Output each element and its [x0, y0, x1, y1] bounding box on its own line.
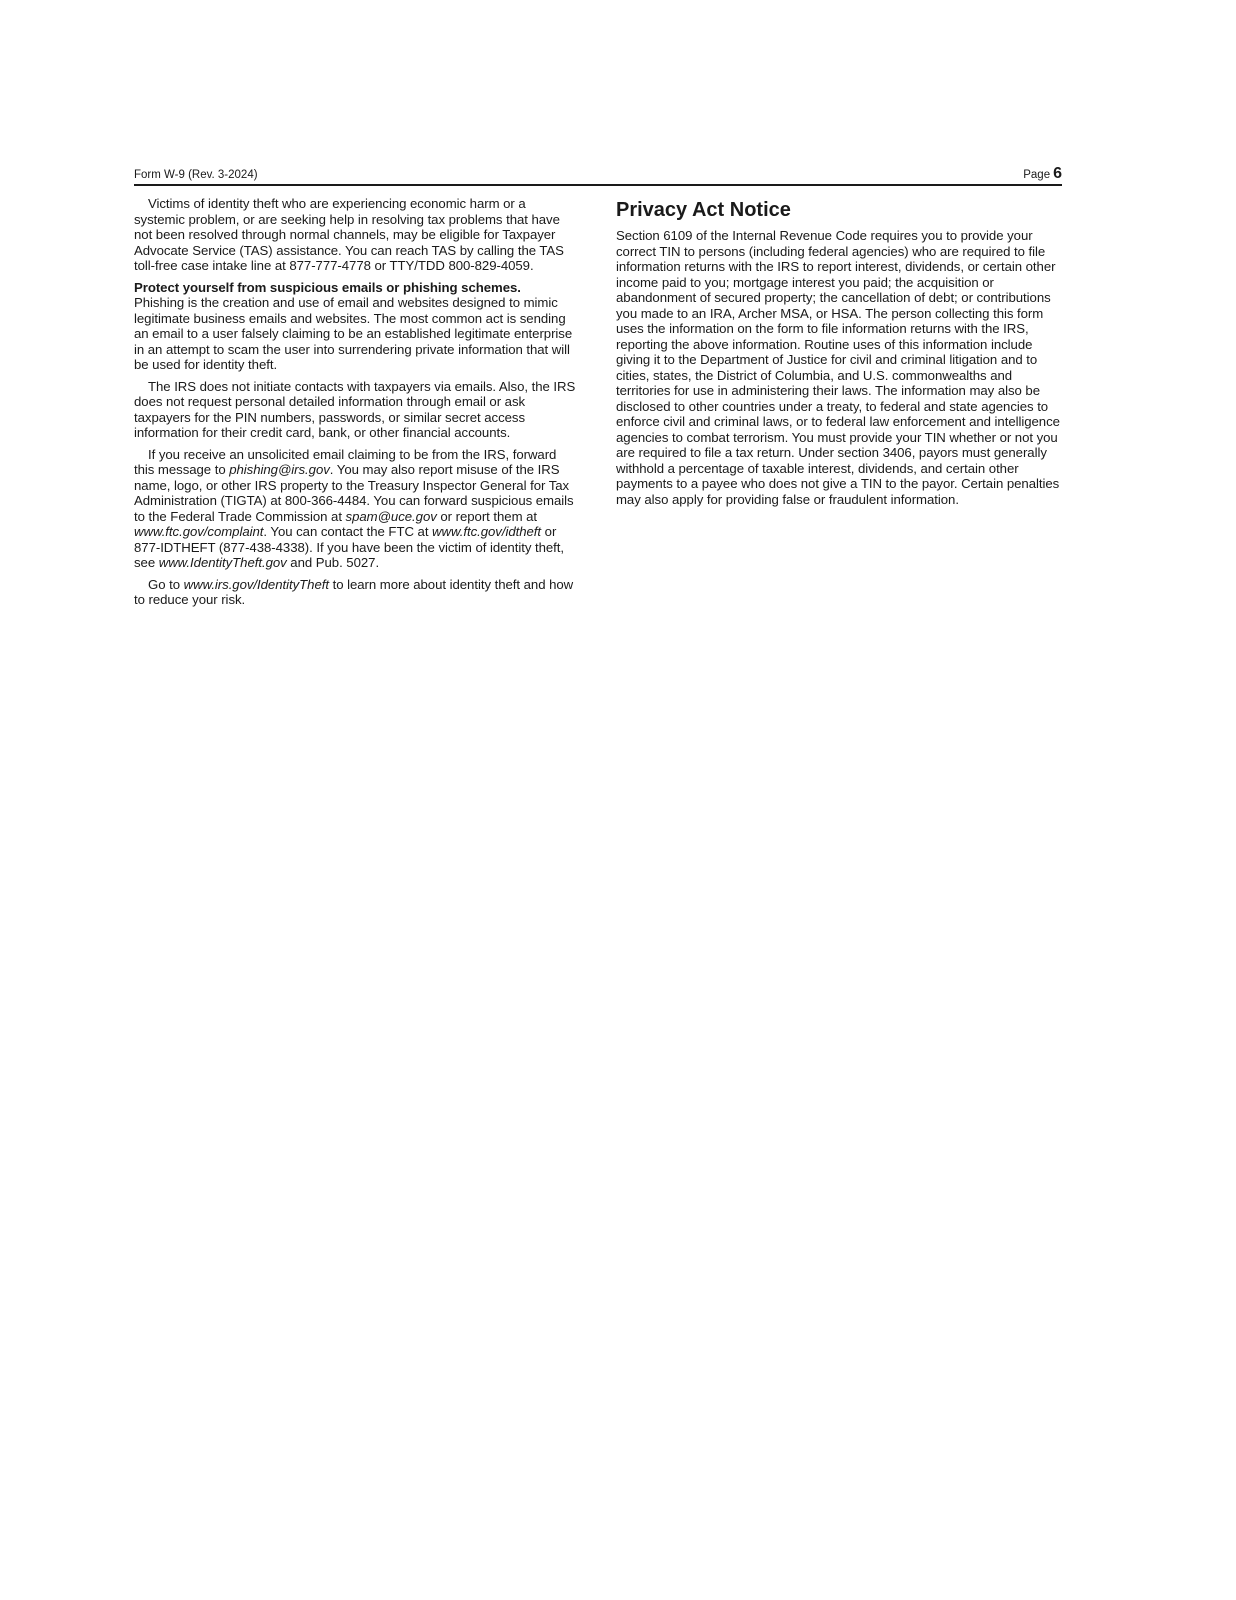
irs-contact-paragraph: The IRS does not initiate contacts with taxpayers via emails. Also, the IRS does not request personal detailed information through email or ask taxpayers for the PIN numbers, passwords, or similar secret access information for their credit card, bank, or other financial accounts.	[134, 378, 576, 440]
privacy-act-body: Section 6109 of the Internal Revenue Code requires you to provide your correct TIN to persons (including federal agencies) who are required to file information returns with the IRS to report interest, dividends, or certain other income paid to you; mortgage interest you paid; the acquisition or abandonment of secured property; the cancellation of debt; or contributions you made to an IRA, Archer MSA, or HSA. The person collecting this form uses the information on the form to file information returns with the IRS, reporting the above information. Routine uses of this information include giving it to the Department of Justice for civil and criminal litigation and to cities, states, the District of Columbia, and U.S. commonwealths and territories for use in administering their laws. The information may also be disclosed to other countries under a treaty, to federal and state agencies to enforce civil and criminal laws, or to federal law enforcement and intelligence agencies to combat terrorism. You must provide your TIN whether or not you are required to file a tax return. Under section 3406, payors must generally withhold a percentage of taxable interest, dividends, and certain other payments to a payee who does not give a TIN to the payor. Certain penalties may also apply for providing false or fraudulent information.	[616, 228, 1060, 507]
text-run: to learn more about identity theft and how to reduce your risk.	[134, 576, 574, 607]
page-number: 6	[1053, 165, 1062, 182]
right-column	[616, 196, 1062, 614]
text-run: or report them at	[436, 508, 538, 524]
privacy-act-title: Privacy Act Notice	[616, 199, 791, 221]
text-run: and Pub. 5027.	[286, 555, 380, 570]
text-run: Go to	[148, 576, 184, 592]
page-label: Page	[1023, 169, 1051, 181]
two-column-body	[134, 196, 1062, 614]
learn-more-paragraph	[134, 577, 578, 608]
phishing-heading: Protect yourself from suspicious emails or phishing schemes.	[134, 279, 521, 295]
form-identifier: Form W-9 (Rev. 3-2024)	[134, 169, 258, 181]
irs-identitytheft-link: www.irs.gov/IdentityTheft	[183, 576, 329, 592]
ftc-idtheft-link: www.ftc.gov/idtheft	[432, 524, 542, 539]
page-number-label	[1023, 166, 1062, 182]
document-page	[134, 160, 1062, 614]
page-header	[134, 160, 1062, 186]
ftc-complaint-link: www.ftc.gov/complaint	[134, 524, 264, 539]
text-run: or 877-IDTHEFT (877-438-4338). If you have been the victim of identity theft, see	[134, 524, 565, 570]
tas-paragraph: Victims of identity theft who are experiencing economic harm or a systemic problem, or are seeking help in resolving tax problems that have not been resolved through normal channels, may be eligible for Taxpayer Advocate Service (TAS) assistance. You can reach TAS by calling the TAS toll-free case intake line at 877-777-4778 or TTY/TDD 800-829-4059.	[134, 196, 564, 273]
spam-email-link: spam@uce.gov	[345, 508, 437, 524]
phishing-body: Phishing is the creation and use of email and websites designed to mimic legitimate business emails and websites. The most common act is sending an email to a user falsely claiming to be an established legitimate enterprise in an attempt to scam the user into surrendering private information that will be used for identity theft.	[134, 295, 573, 372]
identitytheft-gov-link: www.IdentityTheft.gov	[158, 555, 287, 570]
left-column	[134, 196, 578, 614]
report-phishing-paragraph	[134, 447, 578, 571]
text-run: . You can contact the FTC at	[263, 524, 433, 539]
phishing-email-link: phishing@irs.gov	[229, 462, 330, 477]
text-run: . You may also report misuse of the IRS name, logo, or other IRS property to the Treasury Inspector General for Tax Administration (TIGTA) at 800-366-4484. You can forward suspicious emails to the Federal Trade Commission at	[134, 462, 574, 524]
text-run: If you receive an unsolicited email claiming to be from the IRS, forward this message to	[134, 446, 557, 477]
phishing-paragraph	[134, 280, 578, 373]
